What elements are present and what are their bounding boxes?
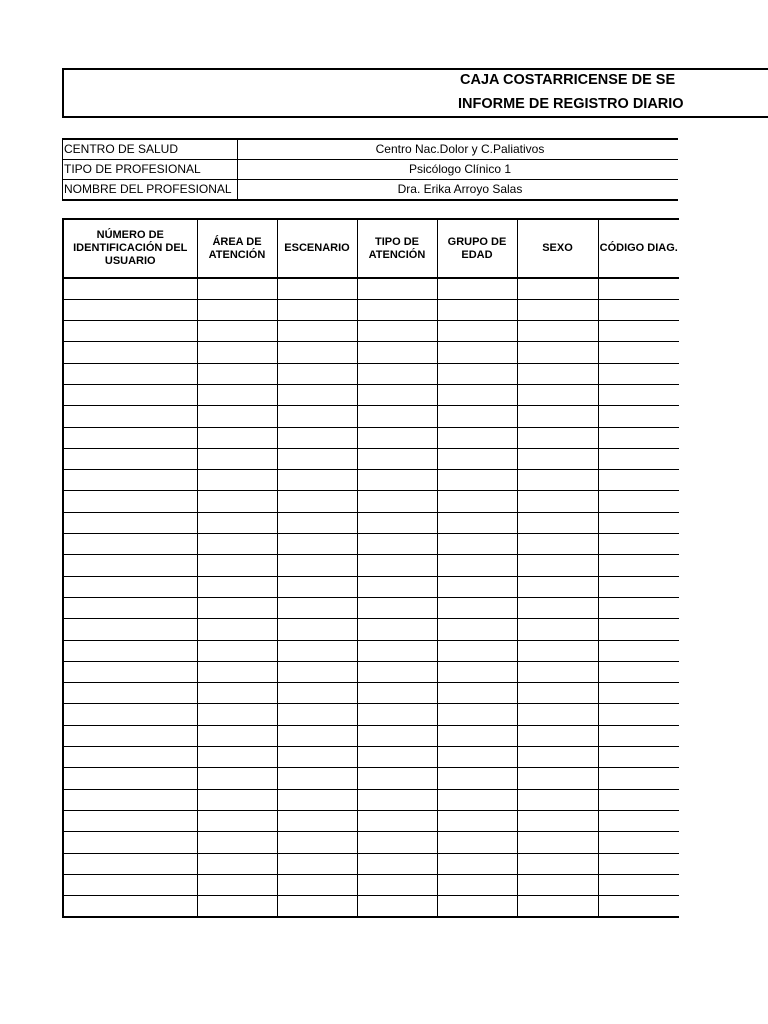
table-cell[interactable] xyxy=(437,576,517,597)
table-cell[interactable] xyxy=(437,683,517,704)
table-cell[interactable] xyxy=(598,725,679,746)
table-cell[interactable] xyxy=(437,384,517,405)
table-cell[interactable] xyxy=(63,299,197,320)
table-cell[interactable] xyxy=(277,491,357,512)
table-cell[interactable] xyxy=(63,619,197,640)
table-cell[interactable] xyxy=(63,640,197,661)
table-cell[interactable] xyxy=(197,384,277,405)
table-cell[interactable] xyxy=(517,661,598,682)
table-cell[interactable] xyxy=(598,640,679,661)
table-cell[interactable] xyxy=(357,597,437,618)
table-cell[interactable] xyxy=(197,747,277,768)
table-cell[interactable] xyxy=(437,661,517,682)
table-cell[interactable] xyxy=(63,278,197,299)
table-cell[interactable] xyxy=(357,683,437,704)
table-cell[interactable] xyxy=(437,768,517,789)
table-cell[interactable] xyxy=(517,470,598,491)
table-cell[interactable] xyxy=(598,661,679,682)
table-cell[interactable] xyxy=(197,342,277,363)
table-cell[interactable] xyxy=(63,427,197,448)
table-cell[interactable] xyxy=(517,725,598,746)
table-cell[interactable] xyxy=(437,832,517,853)
table-cell[interactable] xyxy=(357,896,437,917)
table-cell[interactable] xyxy=(357,853,437,874)
column-header-escenario: ESCENARIO xyxy=(277,219,357,278)
table-cell[interactable] xyxy=(197,810,277,831)
table-row xyxy=(63,363,679,384)
table-cell[interactable] xyxy=(63,470,197,491)
table-cell[interactable] xyxy=(63,896,197,917)
table-row xyxy=(63,640,679,661)
table-cell[interactable] xyxy=(357,384,437,405)
table-cell[interactable] xyxy=(517,576,598,597)
table-cell[interactable] xyxy=(63,321,197,342)
table-cell[interactable] xyxy=(357,619,437,640)
table-cell[interactable] xyxy=(517,683,598,704)
table-cell[interactable] xyxy=(277,853,357,874)
table-cell[interactable] xyxy=(197,448,277,469)
table-cell[interactable] xyxy=(277,661,357,682)
table-cell[interactable] xyxy=(598,874,679,895)
table-cell[interactable] xyxy=(598,683,679,704)
table-cell[interactable] xyxy=(517,640,598,661)
table-cell[interactable] xyxy=(437,619,517,640)
table-cell[interactable] xyxy=(517,321,598,342)
table-cell[interactable] xyxy=(197,491,277,512)
table-cell[interactable] xyxy=(277,427,357,448)
table-cell[interactable] xyxy=(598,448,679,469)
table-cell[interactable] xyxy=(357,427,437,448)
table-cell[interactable] xyxy=(598,384,679,405)
table-cell[interactable] xyxy=(197,406,277,427)
table-cell[interactable] xyxy=(63,555,197,576)
table-row xyxy=(63,725,679,746)
table-cell[interactable] xyxy=(197,661,277,682)
table-cell[interactable] xyxy=(437,470,517,491)
table-cell[interactable] xyxy=(517,363,598,384)
table-cell[interactable] xyxy=(197,363,277,384)
table-row xyxy=(63,896,679,917)
table-cell[interactable] xyxy=(598,768,679,789)
table-row xyxy=(63,576,679,597)
table-cell[interactable] xyxy=(437,747,517,768)
table-cell[interactable] xyxy=(437,896,517,917)
table-row xyxy=(63,384,679,405)
table-cell[interactable] xyxy=(437,534,517,555)
table-cell[interactable] xyxy=(357,342,437,363)
table-cell[interactable] xyxy=(517,278,598,299)
table-cell[interactable] xyxy=(598,619,679,640)
column-header-codigo-diag: CÓDIGO DIAG. xyxy=(598,219,679,278)
table-cell[interactable] xyxy=(197,619,277,640)
table-cell[interactable] xyxy=(517,491,598,512)
table-cell[interactable] xyxy=(357,448,437,469)
table-cell[interactable] xyxy=(598,704,679,725)
table-cell[interactable] xyxy=(598,299,679,320)
table-cell[interactable] xyxy=(277,534,357,555)
table-cell[interactable] xyxy=(63,789,197,810)
table-cell[interactable] xyxy=(357,576,437,597)
column-header-tipo-atencion: TIPO DE ATENCIÓN xyxy=(357,219,437,278)
table-cell[interactable] xyxy=(63,704,197,725)
table-cell[interactable] xyxy=(357,512,437,533)
table-cell[interactable] xyxy=(517,534,598,555)
table-cell[interactable] xyxy=(517,299,598,320)
table-cell[interactable] xyxy=(517,853,598,874)
table-cell[interactable] xyxy=(197,683,277,704)
table-cell[interactable] xyxy=(277,342,357,363)
table-cell[interactable] xyxy=(277,384,357,405)
table-cell[interactable] xyxy=(277,789,357,810)
table-cell[interactable] xyxy=(197,789,277,810)
table-cell[interactable] xyxy=(277,619,357,640)
table-cell[interactable] xyxy=(357,640,437,661)
table-cell[interactable] xyxy=(437,597,517,618)
table-cell[interactable] xyxy=(277,512,357,533)
table-cell[interactable] xyxy=(357,789,437,810)
table-cell[interactable] xyxy=(63,363,197,384)
table-cell[interactable] xyxy=(63,683,197,704)
info-label: CENTRO DE SALUD xyxy=(63,140,238,159)
table-cell[interactable] xyxy=(197,555,277,576)
table-cell[interactable] xyxy=(517,384,598,405)
table-cell[interactable] xyxy=(277,874,357,895)
table-cell[interactable] xyxy=(598,853,679,874)
table-cell[interactable] xyxy=(197,597,277,618)
table-cell[interactable] xyxy=(357,747,437,768)
table-cell[interactable] xyxy=(277,832,357,853)
table-cell[interactable] xyxy=(197,576,277,597)
table-row xyxy=(63,874,679,895)
table-row xyxy=(63,683,679,704)
table-cell[interactable] xyxy=(437,512,517,533)
table-cell[interactable] xyxy=(197,768,277,789)
table-cell[interactable] xyxy=(437,810,517,831)
table-cell[interactable] xyxy=(598,576,679,597)
info-row-tipo-profesional xyxy=(63,160,678,180)
table-row xyxy=(63,619,679,640)
table-cell[interactable] xyxy=(197,874,277,895)
table-row xyxy=(63,853,679,874)
info-value[interactable]: Centro Nac.Dolor y C.Paliativos xyxy=(375,142,545,156)
table-cell[interactable] xyxy=(437,427,517,448)
column-header-area-atencion: ÁREA DE ATENCIÓN xyxy=(197,219,277,278)
table-row xyxy=(63,406,679,427)
table-cell[interactable] xyxy=(277,576,357,597)
report-title-box xyxy=(62,68,768,118)
table-cell[interactable] xyxy=(357,491,437,512)
table-row xyxy=(63,342,679,363)
table-cell[interactable] xyxy=(437,853,517,874)
table-row xyxy=(63,427,679,448)
table-cell[interactable] xyxy=(277,896,357,917)
table-row xyxy=(63,555,679,576)
table-cell[interactable] xyxy=(197,832,277,853)
info-table xyxy=(62,138,678,201)
table-row xyxy=(63,491,679,512)
table-row xyxy=(63,810,679,831)
table-row xyxy=(63,278,679,299)
table-cell[interactable] xyxy=(277,448,357,469)
table-cell[interactable] xyxy=(357,832,437,853)
table-cell[interactable] xyxy=(277,704,357,725)
institution-title: CAJA COSTARRICENSE DE SE xyxy=(460,72,676,88)
table-cell[interactable] xyxy=(437,299,517,320)
table-cell[interactable] xyxy=(437,278,517,299)
table-row xyxy=(63,512,679,533)
table-cell[interactable] xyxy=(517,896,598,917)
table-cell[interactable] xyxy=(517,747,598,768)
table-cell[interactable] xyxy=(437,342,517,363)
table-cell[interactable] xyxy=(277,683,357,704)
table-cell[interactable] xyxy=(197,278,277,299)
table-cell[interactable] xyxy=(197,704,277,725)
table-cell[interactable] xyxy=(517,448,598,469)
table-cell[interactable] xyxy=(63,768,197,789)
table-cell[interactable] xyxy=(437,363,517,384)
table-row xyxy=(63,747,679,768)
table-cell[interactable] xyxy=(357,363,437,384)
table-cell[interactable] xyxy=(437,555,517,576)
table-row xyxy=(63,470,679,491)
table-row xyxy=(63,299,679,320)
table-cell[interactable] xyxy=(277,363,357,384)
table-row xyxy=(63,661,679,682)
table-cell[interactable] xyxy=(63,342,197,363)
table-cell[interactable] xyxy=(357,470,437,491)
table-cell[interactable] xyxy=(197,470,277,491)
table-cell[interactable] xyxy=(197,725,277,746)
table-cell[interactable] xyxy=(437,874,517,895)
table-cell[interactable] xyxy=(598,512,679,533)
table-cell[interactable] xyxy=(277,810,357,831)
table-cell[interactable] xyxy=(197,299,277,320)
table-body xyxy=(63,278,679,917)
table-cell[interactable] xyxy=(357,406,437,427)
table-cell[interactable] xyxy=(277,597,357,618)
table-cell[interactable] xyxy=(357,278,437,299)
table-cell[interactable] xyxy=(277,470,357,491)
table-cell[interactable] xyxy=(63,491,197,512)
table-cell[interactable] xyxy=(197,427,277,448)
table-cell[interactable] xyxy=(437,406,517,427)
table-cell[interactable] xyxy=(197,853,277,874)
table-cell[interactable] xyxy=(517,874,598,895)
table-cell[interactable] xyxy=(197,896,277,917)
table-cell[interactable] xyxy=(517,810,598,831)
table-cell[interactable] xyxy=(63,534,197,555)
table-cell[interactable] xyxy=(277,640,357,661)
table-cell[interactable] xyxy=(517,832,598,853)
table-cell[interactable] xyxy=(598,406,679,427)
table-row xyxy=(63,597,679,618)
table-cell[interactable] xyxy=(598,789,679,810)
table-cell[interactable] xyxy=(598,342,679,363)
table-cell[interactable] xyxy=(598,491,679,512)
table-cell[interactable] xyxy=(598,555,679,576)
register-table xyxy=(62,218,679,918)
table-cell[interactable] xyxy=(63,810,197,831)
table-cell[interactable] xyxy=(598,363,679,384)
table-cell[interactable] xyxy=(63,874,197,895)
table-cell[interactable] xyxy=(437,704,517,725)
table-header-row xyxy=(63,219,679,278)
table-cell[interactable] xyxy=(357,299,437,320)
table-cell[interactable] xyxy=(63,832,197,853)
table-cell[interactable] xyxy=(357,725,437,746)
table-cell[interactable] xyxy=(63,406,197,427)
table-cell[interactable] xyxy=(517,597,598,618)
table-cell[interactable] xyxy=(517,512,598,533)
table-cell[interactable] xyxy=(63,576,197,597)
table-row xyxy=(63,789,679,810)
table-cell[interactable] xyxy=(277,768,357,789)
table-cell[interactable] xyxy=(517,619,598,640)
table-cell[interactable] xyxy=(63,853,197,874)
table-cell[interactable] xyxy=(63,597,197,618)
table-cell[interactable] xyxy=(598,747,679,768)
table-cell[interactable] xyxy=(277,321,357,342)
table-cell[interactable] xyxy=(63,448,197,469)
table-cell[interactable] xyxy=(357,768,437,789)
table-row xyxy=(63,321,679,342)
table-cell[interactable] xyxy=(598,427,679,448)
report-title: INFORME DE REGISTRO DIARIO xyxy=(458,96,684,112)
table-cell[interactable] xyxy=(357,555,437,576)
table-cell[interactable] xyxy=(598,470,679,491)
table-cell[interactable] xyxy=(277,278,357,299)
table-cell[interactable] xyxy=(197,321,277,342)
table-cell[interactable] xyxy=(63,384,197,405)
table-cell[interactable] xyxy=(277,555,357,576)
table-cell[interactable] xyxy=(63,512,197,533)
table-cell[interactable] xyxy=(437,640,517,661)
table-cell[interactable] xyxy=(357,810,437,831)
table-row xyxy=(63,534,679,555)
table-cell[interactable] xyxy=(357,321,437,342)
table-cell[interactable] xyxy=(63,661,197,682)
table-cell[interactable] xyxy=(598,896,679,917)
table-row xyxy=(63,832,679,853)
info-label: TIPO DE PROFESIONAL xyxy=(63,160,238,179)
table-cell[interactable] xyxy=(357,661,437,682)
table-cell[interactable] xyxy=(517,704,598,725)
table-cell[interactable] xyxy=(517,789,598,810)
table-cell[interactable] xyxy=(357,704,437,725)
table-cell[interactable] xyxy=(598,278,679,299)
info-row-centro xyxy=(63,140,678,160)
column-header-sexo: SEXO xyxy=(517,219,598,278)
column-header-grupo-edad: GRUPO DE EDAD xyxy=(437,219,517,278)
table-cell[interactable] xyxy=(517,342,598,363)
table-cell[interactable] xyxy=(357,874,437,895)
table-cell[interactable] xyxy=(277,725,357,746)
table-cell[interactable] xyxy=(277,406,357,427)
table-row xyxy=(63,704,679,725)
table-cell[interactable] xyxy=(517,427,598,448)
table-cell[interactable] xyxy=(517,768,598,789)
table-cell[interactable] xyxy=(277,747,357,768)
table-cell[interactable] xyxy=(437,491,517,512)
table-cell[interactable] xyxy=(517,406,598,427)
info-row-nombre-profesional xyxy=(63,180,678,199)
table-cell[interactable] xyxy=(63,725,197,746)
table-cell[interactable] xyxy=(63,747,197,768)
info-value[interactable]: Psicólogo Clínico 1 xyxy=(408,162,512,176)
table-cell[interactable] xyxy=(197,534,277,555)
table-cell[interactable] xyxy=(517,555,598,576)
table-cell[interactable] xyxy=(598,534,679,555)
table-row xyxy=(63,768,679,789)
info-label: NOMBRE DEL PROFESIONAL xyxy=(63,180,238,199)
table-cell[interactable] xyxy=(598,810,679,831)
table-cell[interactable] xyxy=(437,321,517,342)
table-cell[interactable] xyxy=(598,832,679,853)
table-cell[interactable] xyxy=(598,321,679,342)
table-cell[interactable] xyxy=(437,448,517,469)
table-cell[interactable] xyxy=(197,640,277,661)
table-cell[interactable] xyxy=(357,534,437,555)
table-row xyxy=(63,448,679,469)
table-cell[interactable] xyxy=(437,725,517,746)
column-header-id-usuario: NÚMERO DE IDENTIFICACIÓN DEL USUARIO xyxy=(63,219,197,278)
table-cell[interactable] xyxy=(598,597,679,618)
table-cell[interactable] xyxy=(437,789,517,810)
table-cell[interactable] xyxy=(197,512,277,533)
info-value[interactable]: Dra. Erika Arroyo Salas xyxy=(397,182,523,196)
table-cell[interactable] xyxy=(277,299,357,320)
